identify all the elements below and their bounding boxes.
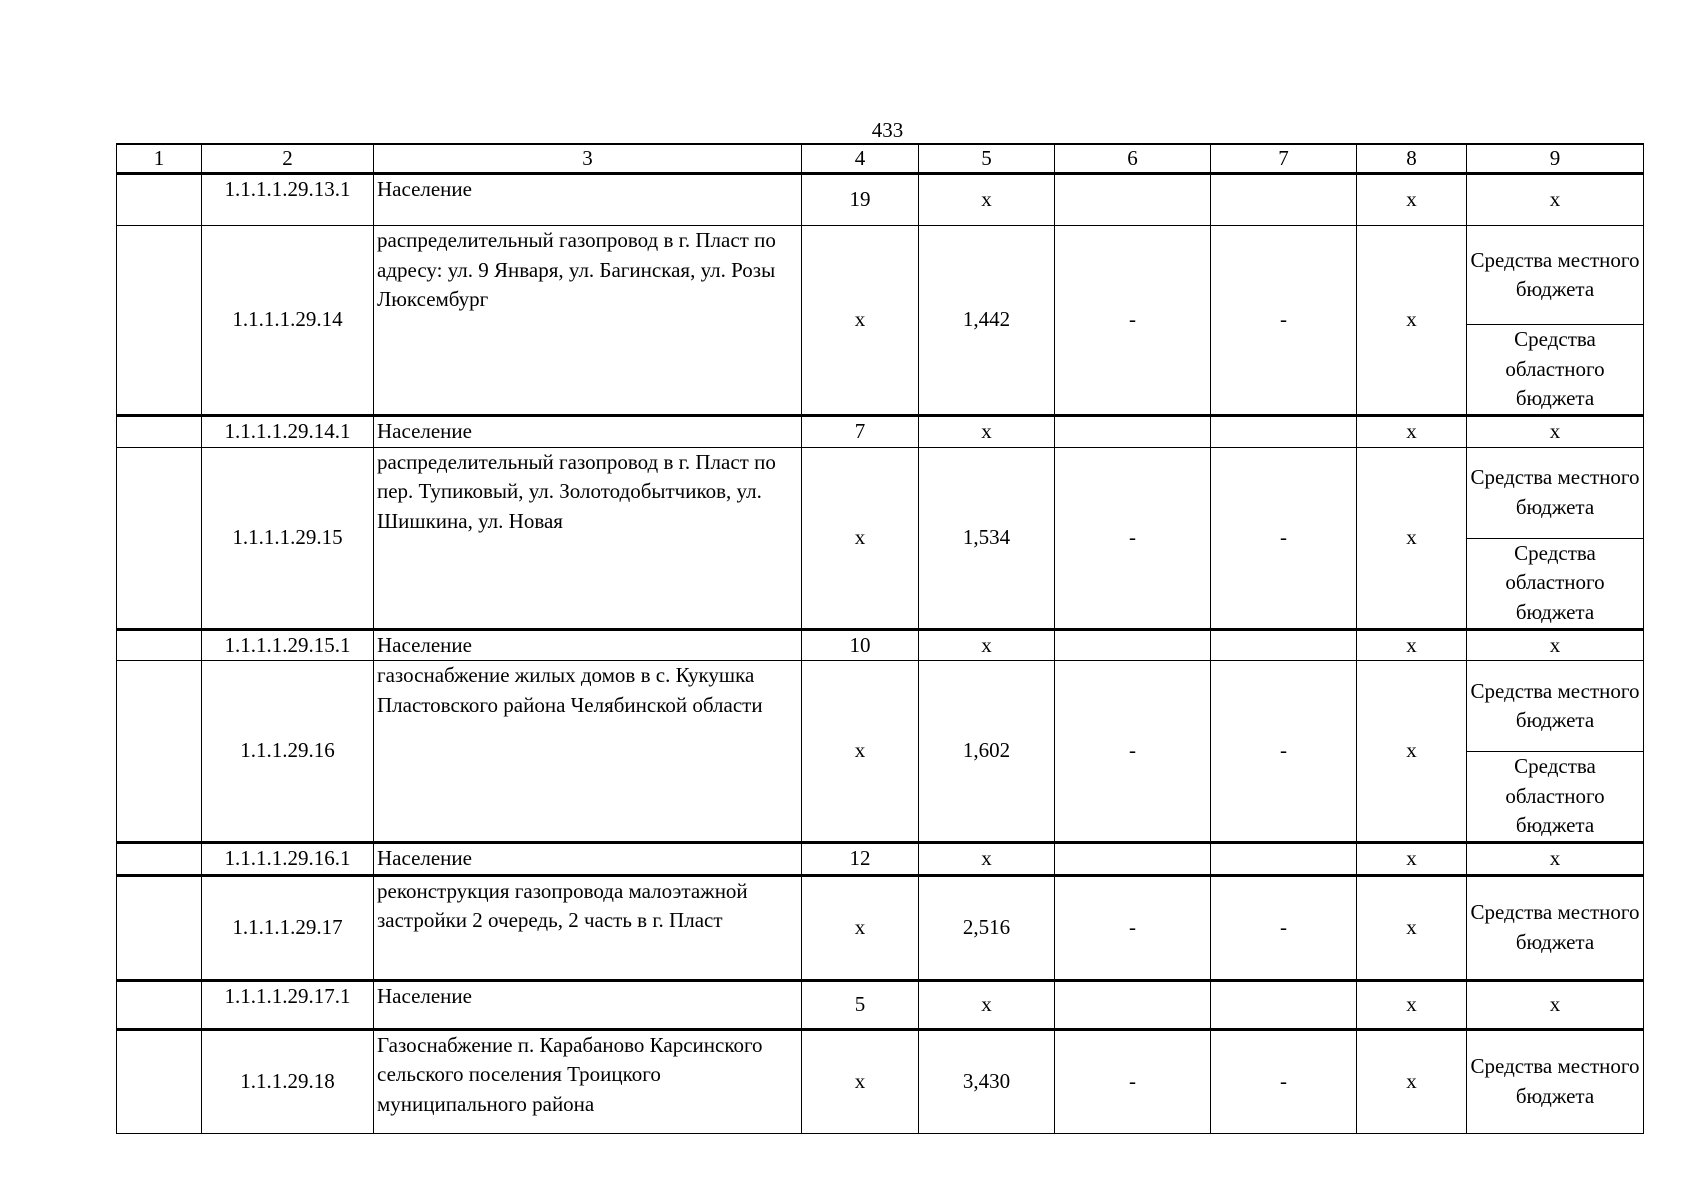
row-cell: х (1357, 447, 1467, 629)
row-cell (117, 325, 202, 416)
row-cell: х (1357, 843, 1467, 876)
row-cell: - (1211, 1029, 1357, 1133)
row-cell (1211, 980, 1357, 1029)
row-cell (117, 752, 202, 843)
funding-source: Средства местного бюджета (1467, 1029, 1644, 1133)
row-code: 1.1.1.1.29.17.1 (202, 980, 374, 1029)
row-cell: - (1055, 447, 1211, 629)
row-cell: х (919, 629, 1055, 661)
row-cell: х (1357, 416, 1467, 448)
row-cell: х (1467, 629, 1644, 661)
row-cell: - (1211, 226, 1357, 416)
row-cell: х (1357, 226, 1467, 416)
row-cell: 2,516 (919, 875, 1055, 980)
row-cell: х (1467, 174, 1644, 226)
row-code: 1.1.1.1.29.15.1 (202, 629, 374, 661)
row-cell (117, 226, 202, 325)
row-cell: 3,430 (919, 1029, 1055, 1133)
row-cell (117, 416, 202, 448)
funding-source: Средства местного бюджета (1467, 447, 1644, 538)
column-header: 2 (202, 144, 374, 174)
row-cell: х (802, 226, 919, 416)
row-cell (1055, 416, 1211, 448)
row-name: Население (374, 416, 802, 448)
row-cell: х (1467, 980, 1644, 1029)
row-cell (1211, 629, 1357, 661)
row-cell (117, 447, 202, 538)
budget-table (116, 143, 1644, 1134)
row-cell: - (1055, 1029, 1211, 1133)
row-cell: - (1055, 661, 1211, 843)
row-cell (1211, 174, 1357, 226)
funding-source: Средства местного бюджета (1467, 661, 1644, 752)
column-header: 7 (1211, 144, 1357, 174)
column-header: 5 (919, 144, 1055, 174)
row-cell: 1,442 (919, 226, 1055, 416)
column-header: 6 (1055, 144, 1211, 174)
column-header: 9 (1467, 144, 1644, 174)
row-cell: 1,534 (919, 447, 1055, 629)
table-row (117, 661, 1644, 752)
row-cell: х (919, 980, 1055, 1029)
row-code: 1.1.1.1.29.15 (202, 447, 374, 629)
row-cell: х (919, 843, 1055, 876)
row-cell: х (919, 416, 1055, 448)
table-row (117, 980, 1644, 1029)
row-cell (1055, 174, 1211, 226)
row-cell: х (1467, 416, 1644, 448)
row-cell (1055, 629, 1211, 661)
row-cell: - (1211, 875, 1357, 980)
table-row (117, 629, 1644, 661)
row-code: 1.1.1.29.16 (202, 661, 374, 843)
row-code: 1.1.1.1.29.16.1 (202, 843, 374, 876)
row-cell: 10 (802, 629, 919, 661)
row-code: 1.1.1.1.29.14 (202, 226, 374, 416)
row-cell (117, 629, 202, 661)
row-cell: - (1055, 226, 1211, 416)
row-cell (117, 1029, 202, 1133)
table-row (117, 416, 1644, 448)
row-cell: х (802, 447, 919, 629)
row-name: Население (374, 174, 802, 226)
row-cell: х (1357, 661, 1467, 843)
column-header: 4 (802, 144, 919, 174)
column-header: 3 (374, 144, 802, 174)
row-cell: х (919, 174, 1055, 226)
row-cell: 12 (802, 843, 919, 876)
row-name: Население (374, 843, 802, 876)
row-code: 1.1.1.1.29.13.1 (202, 174, 374, 226)
row-cell (1055, 980, 1211, 1029)
row-cell: - (1211, 447, 1357, 629)
row-name: реконструкция газопровода малоэтажной застройки 2 очередь, 2 часть в г. Пласт (374, 875, 802, 980)
row-cell (117, 538, 202, 629)
funding-source: Средства местного бюджета (1467, 226, 1644, 325)
row-cell: х (802, 875, 919, 980)
row-cell: х (1357, 1029, 1467, 1133)
row-cell: 1,602 (919, 661, 1055, 843)
row-cell: х (1467, 843, 1644, 876)
row-code: 1.1.1.1.29.14.1 (202, 416, 374, 448)
row-name: газоснабжение жилых домов в с. Кукушка Пластовского района Челябинской области (374, 661, 802, 843)
row-cell: х (1357, 174, 1467, 226)
row-name: Население (374, 629, 802, 661)
row-cell (117, 980, 202, 1029)
row-cell (1211, 843, 1357, 876)
column-header: 1 (117, 144, 202, 174)
row-cell: х (802, 1029, 919, 1133)
row-cell (117, 174, 202, 226)
table-row (117, 226, 1644, 325)
funding-source: Средства областного бюджета (1467, 325, 1644, 416)
funding-source: Средства областного бюджета (1467, 752, 1644, 843)
funding-source: Средства местного бюджета (1467, 875, 1644, 980)
row-name: Газоснабжение п. Карабаново Карсинского сельского поселения Троицкого муниципального района (374, 1029, 802, 1133)
row-cell: х (1357, 980, 1467, 1029)
row-cell (117, 661, 202, 752)
row-cell (1055, 843, 1211, 876)
row-cell (1211, 416, 1357, 448)
funding-source: Средства областного бюджета (1467, 538, 1644, 629)
table-row (117, 843, 1644, 876)
table-row (117, 174, 1644, 226)
row-cell: - (1211, 661, 1357, 843)
row-cell: х (802, 661, 919, 843)
table-row (117, 1029, 1644, 1133)
row-name: распределительный газопровод в г. Пласт по пер. Тупиковый, ул. Золотодобытчиков, ул. Шишкина, ул. Новая (374, 447, 802, 629)
row-cell: 7 (802, 416, 919, 448)
row-code: 1.1.1.29.18 (202, 1029, 374, 1133)
table-row (117, 447, 1644, 538)
row-code: 1.1.1.1.29.17 (202, 875, 374, 980)
row-name: распределительный газопровод в г. Пласт по адресу: ул. 9 Января, ул. Багинская, ул. Розы Люксембург (374, 226, 802, 416)
row-name: Население (374, 980, 802, 1029)
column-header-row (117, 144, 1644, 174)
row-cell (117, 843, 202, 876)
page-number: 433 (871, 118, 904, 142)
column-header: 8 (1357, 144, 1467, 174)
row-cell: 19 (802, 174, 919, 226)
row-cell: - (1055, 875, 1211, 980)
row-cell: х (1357, 875, 1467, 980)
table-row (117, 875, 1644, 980)
row-cell: 5 (802, 980, 919, 1029)
row-cell (117, 875, 202, 980)
row-cell: х (1357, 629, 1467, 661)
